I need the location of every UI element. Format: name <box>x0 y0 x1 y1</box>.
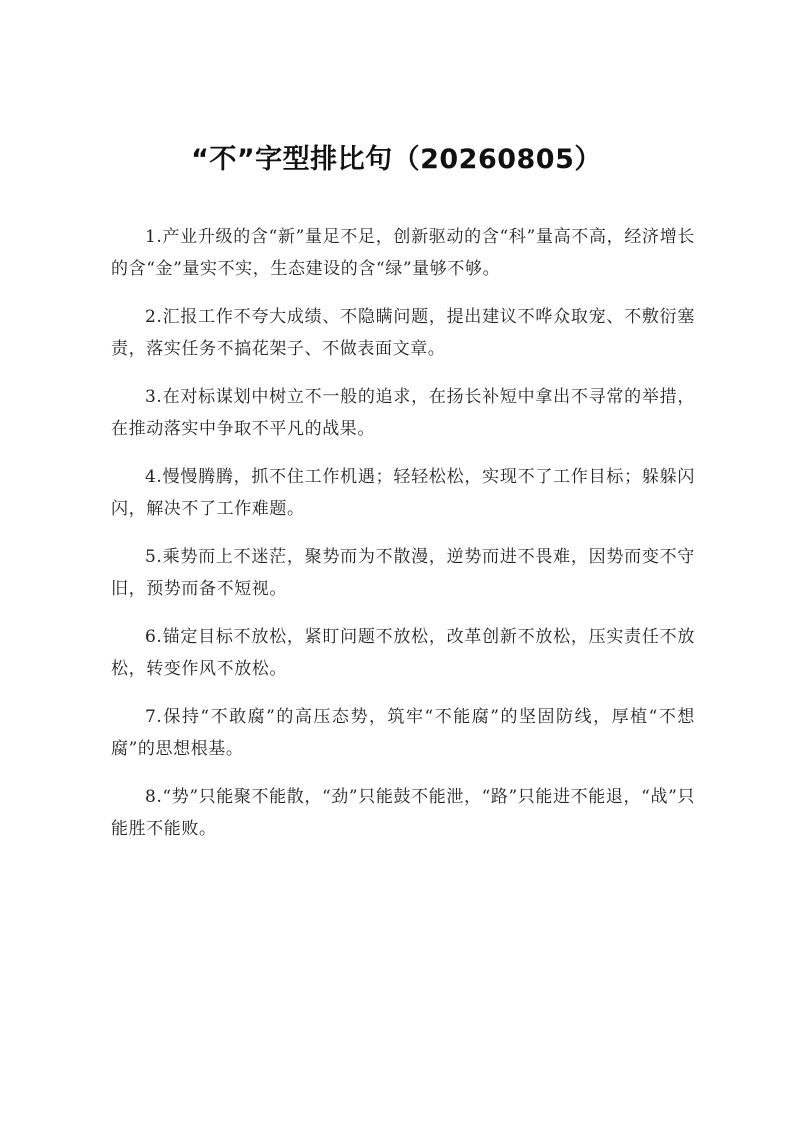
document-body <box>111 221 695 861</box>
paragraph-2: 2.汇报工作不夸大成绩、不隐瞒问题，提出建议不哗众取宠、不敷衍塞责，落实任务不搞花架子、不做表面文章。 <box>111 307 695 359</box>
paragraph-6: 6.锚定目标不放松，紧盯问题不放松，改革创新不放松，压实责任不放松，转变作风不放松。 <box>111 627 695 679</box>
document-title: “不”字型排比句（20260805） <box>191 144 602 175</box>
paragraph-5: 5.乘势而上不迷茫，聚势而为不散漫，逆势而进不畏难，因势而变不守旧，预势而备不短视。 <box>111 547 695 599</box>
paragraph-8: 8.“势”只能聚不能散，“劲”只能鼓不能泄，“路”只能进不能退，“战”只能胜不能败。 <box>111 787 695 839</box>
paragraph-3: 3.在对标谋划中树立不一般的追求，在扬长补短中拿出不寻常的举措，在推动落实中争取不平凡的战果。 <box>111 387 695 439</box>
paragraph-7: 7.保持“不敢腐”的高压态势，筑牢“不能腐”的坚固防线，厚植“不想腐”的思想根基。 <box>111 707 695 759</box>
paragraph-4: 4.慢慢腾腾，抓不住工作机遇；轻轻松松，实现不了工作目标；躲躲闪闪，解决不了工作难题。 <box>111 467 695 519</box>
paragraph-1: 1.产业升级的含“新”量足不足，创新驱动的含“科”量高不高，经济增长的含“金”量实不实，生态建设的含“绿”量够不够。 <box>111 227 695 279</box>
